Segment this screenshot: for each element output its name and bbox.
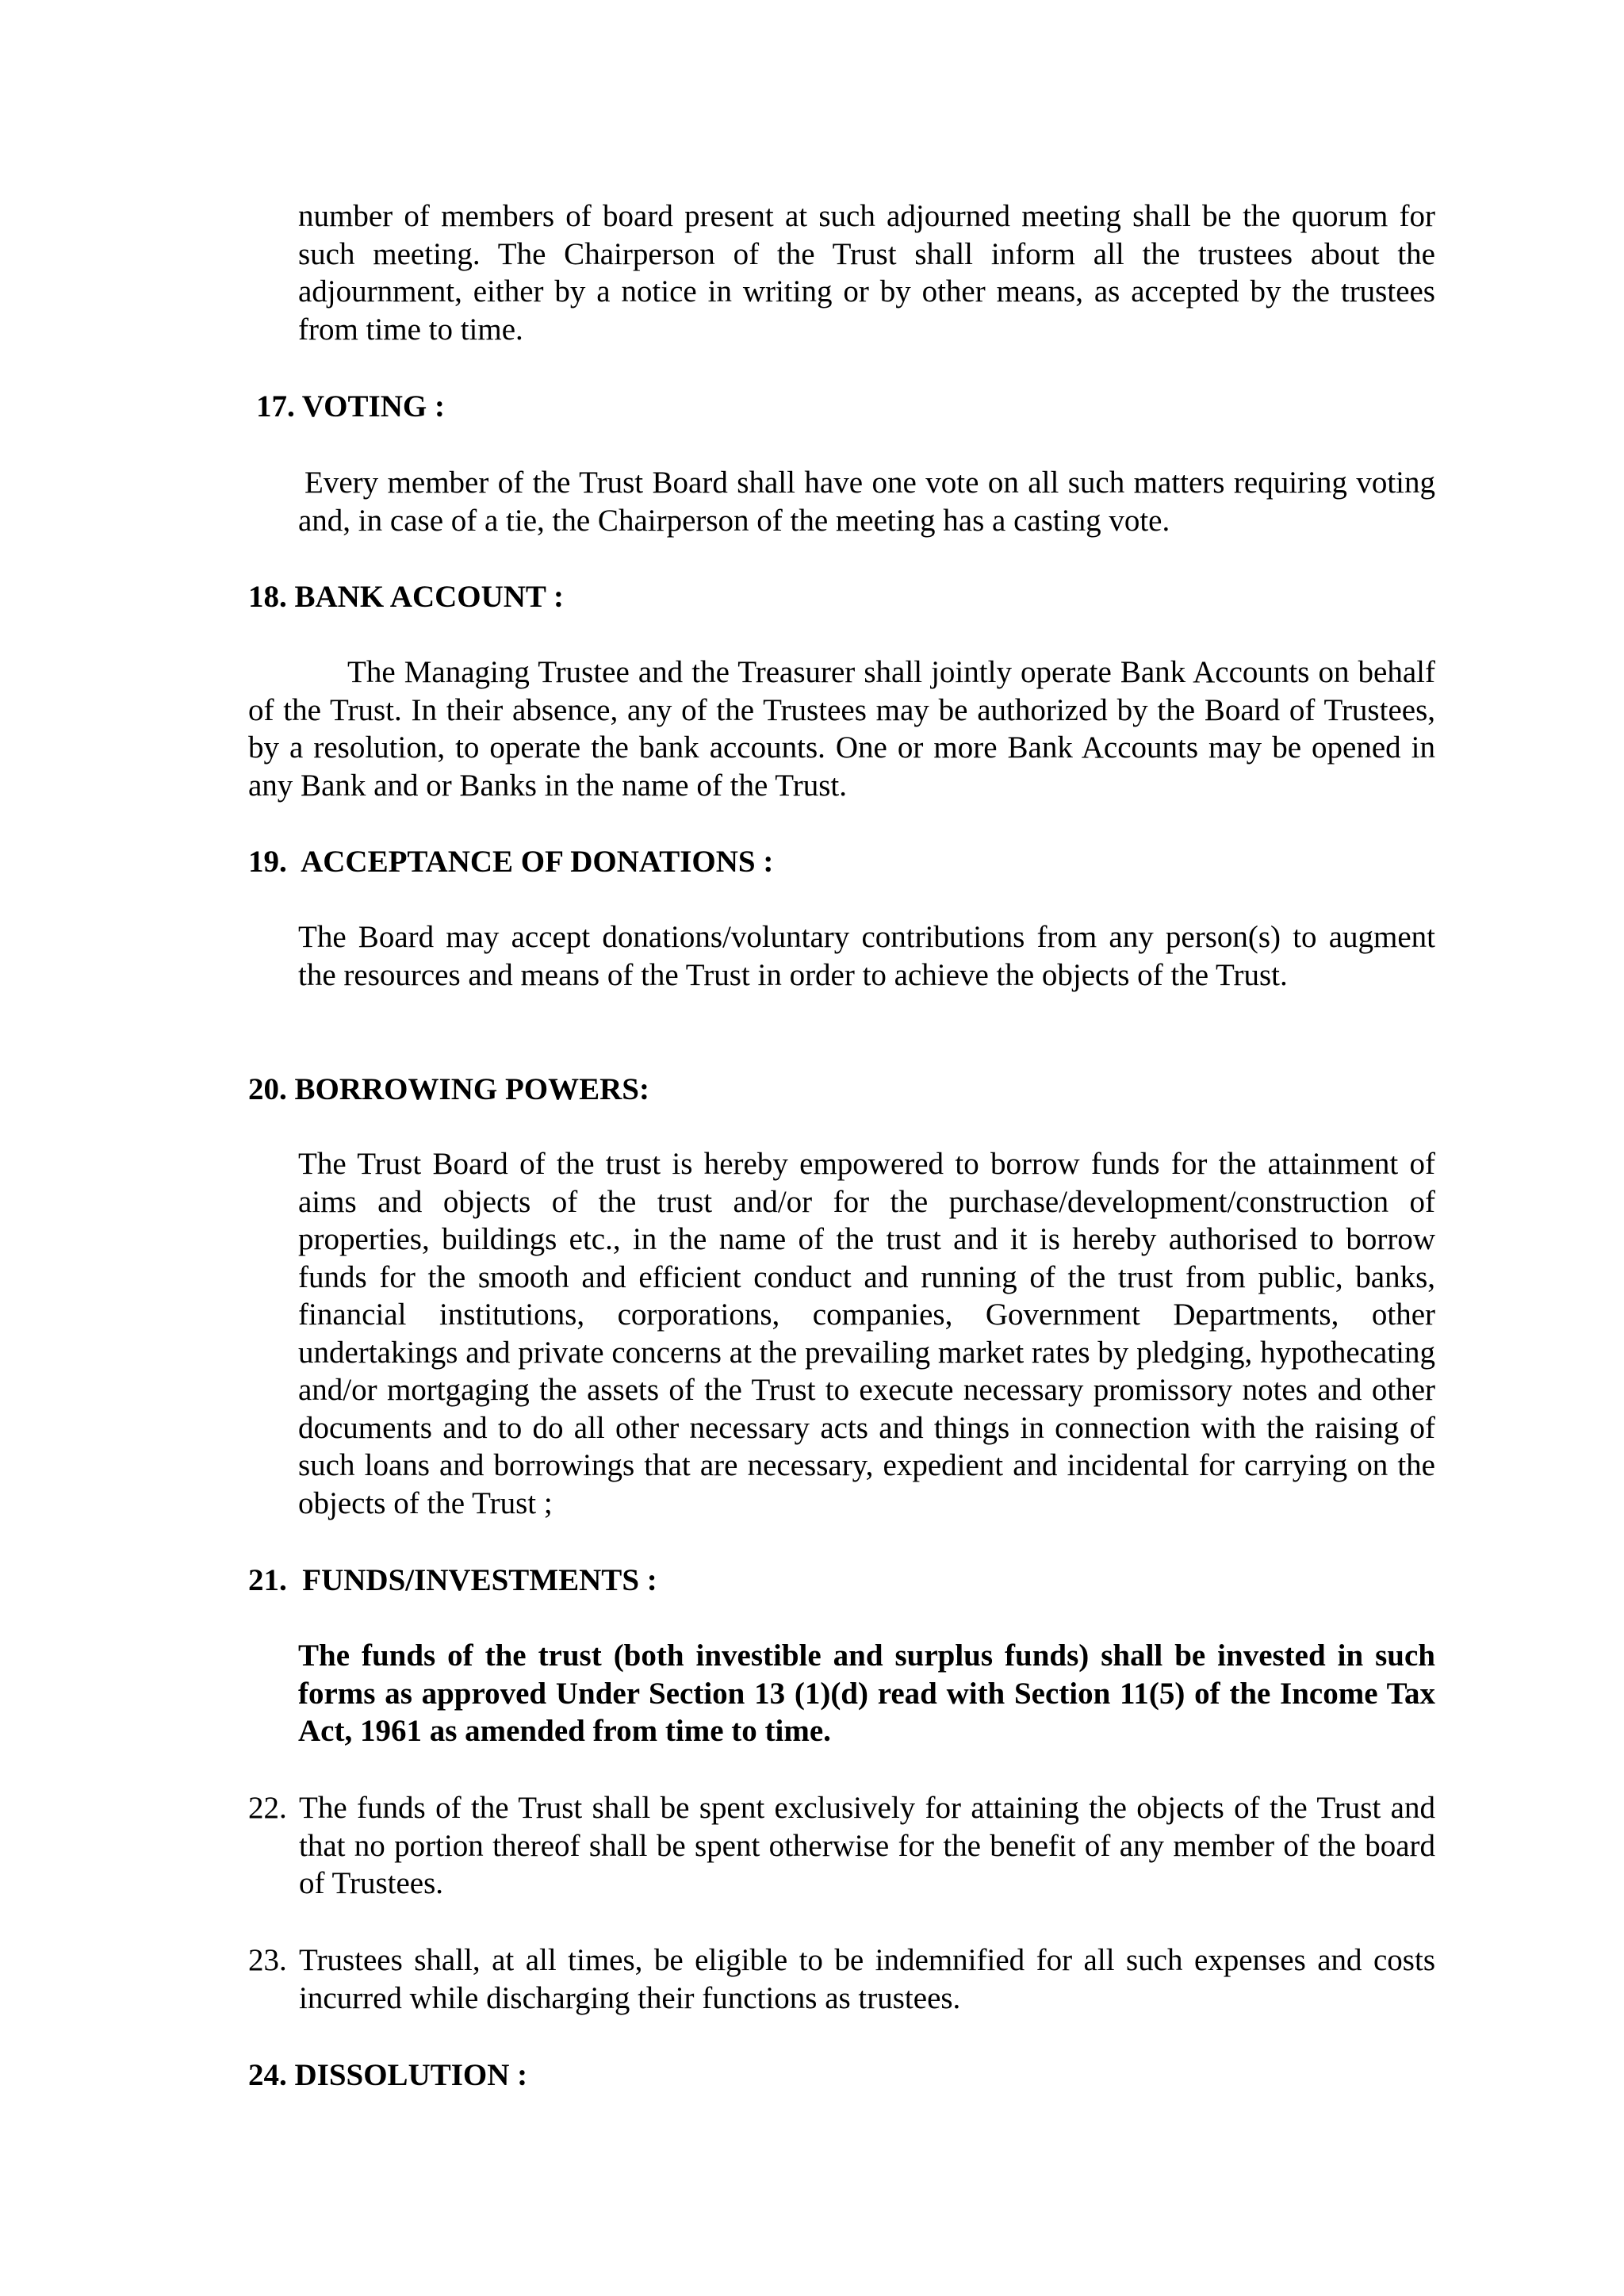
clause-22: [248, 1789, 1435, 1903]
clause-23: [248, 1941, 1435, 2017]
voting-paragraph: Every member of the Trust Board shall have one vote on all such matters requiring voting and, in case of a tie, the Chairperson of the meeting has a casting vote.: [298, 466, 1435, 538]
acceptance-of-donations-heading: 19. ACCEPTANCE OF DONATIONS :: [248, 845, 774, 879]
clause-22-number: 22.: [248, 1791, 287, 1825]
clause-23-number: 23.: [248, 1943, 287, 1977]
intro-paragraph: number of members of board present at such adjourned meeting shall be the quorum for such meeting. The Chairperson of the Trust shall inform all the trustees about the adjournment, either by a notice in writing or by other means, as accepted by the trustees from time to time.: [298, 199, 1435, 347]
acceptance-of-donations-paragraph: The Board may accept donations/voluntary contributions from any person(s) to augment the resources and means of the Trust in order to achieve the objects of the Trust.: [298, 920, 1435, 992]
bank-account-heading: 18. BANK ACCOUNT :: [248, 580, 564, 614]
clause-22-text: The funds of the Trust shall be spent exclusively for attaining the objects of the Trust and that no portion thereof shall be spent otherwise for the benefit of any member of the board of Trustees.: [299, 1791, 1435, 1900]
funds-investments-heading: 21. FUNDS/INVESTMENTS :: [248, 1563, 657, 1597]
voting-heading: 17. VOTING :: [256, 389, 445, 424]
dissolution-heading: 24. DISSOLUTION :: [248, 2058, 528, 2092]
clause-23-text: Trustees shall, at all times, be eligible to be indemnified for all such expenses and costs incurred while discharging their functions as trustees.: [299, 1943, 1435, 2015]
bank-account-paragraph: The Managing Trustee and the Treasurer shall jointly operate Bank Accounts on behalf of the Trust. In their absence, any of the Trustees may be authorized by the Board of Trustees, by a resolution, to operate the bank accounts. One or more Bank Accounts may be opened in any Bank and or Banks in the name of the Trust.: [248, 655, 1435, 803]
borrowing-powers-paragraph: The Trust Board of the trust is hereby empowered to borrow funds for the attainment of aims and objects of the trust and/or for the purchase/development/construction of properties, buildings etc., in the name of the trust and it is hereby authorised to borrow funds for the smooth and efficient conduct and running of the trust from public, banks, financial institutions, corporations, companies, Government Departments, other undertakings and private concerns at the prevailing market rates by pledging, hypothecating and/or mortgaging the assets of the Trust to execute necessary promissory notes and other documents and to do all other necessary acts and things in connection with the raising of such loans and borrowings that are necessary, expedient and incidental for carrying on the objects of the Trust ;: [298, 1147, 1435, 1520]
funds-investments-paragraph: The funds of the trust (both investible and surplus funds) shall be invested in such forms as approved Under Section 13 (1)(d) read with Section 11(5) of the Income Tax Act, 1961 as amended from time to time.: [298, 1639, 1435, 1748]
borrowing-powers-heading: 20. BORROWING POWERS:: [248, 1072, 649, 1106]
